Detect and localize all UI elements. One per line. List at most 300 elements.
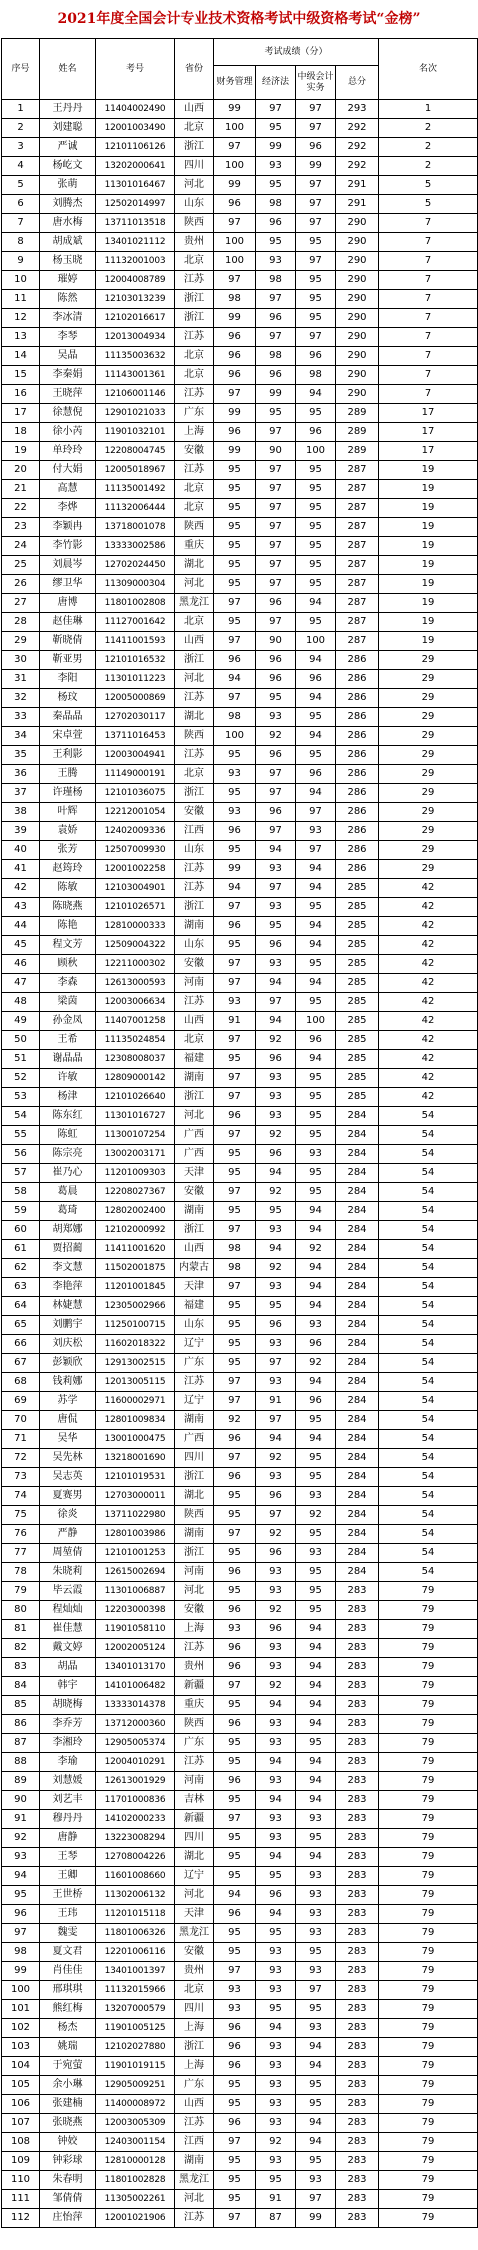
cell-rank: 5 — [379, 176, 478, 195]
cell-name: 谢晶晶 — [40, 1050, 96, 1069]
cell-rank: 19 — [379, 575, 478, 594]
cell-id: 11143001361 — [96, 366, 175, 385]
cell-rank: 79 — [379, 2076, 478, 2095]
table-row — [2, 1145, 478, 1164]
cell-seq: 13 — [2, 328, 40, 347]
cell-total: 284 — [336, 1487, 379, 1506]
cell-id: 12308008037 — [96, 1050, 175, 1069]
cell-name: 李冰清 — [40, 309, 96, 328]
cell-id: 11127001642 — [96, 613, 175, 632]
cell-financial-management: 97 — [214, 1810, 256, 1829]
cell-id: 14101006482 — [96, 1677, 175, 1696]
cell-id: 12101036075 — [96, 784, 175, 803]
cell-total: 290 — [336, 385, 379, 404]
table-row — [2, 1791, 478, 1810]
cell-name: 单玲玲 — [40, 442, 96, 461]
cell-financial-management: 95 — [214, 1506, 256, 1525]
cell-intermediate-accounting: 92 — [296, 1240, 336, 1259]
cell-economic-law: 94 — [256, 2019, 296, 2038]
cell-intermediate-accounting: 100 — [296, 632, 336, 651]
cell-financial-management: 96 — [214, 2057, 256, 2076]
cell-total: 284 — [336, 1316, 379, 1335]
cell-rank: 42 — [379, 955, 478, 974]
cell-intermediate-accounting: 95 — [296, 1829, 336, 1848]
cell-intermediate-accounting: 96 — [296, 1031, 336, 1050]
cell-total: 292 — [336, 138, 379, 157]
table-row — [2, 1411, 478, 1430]
cell-financial-management: 95 — [214, 556, 256, 575]
cell-id: 13711013518 — [96, 214, 175, 233]
cell-economic-law: 95 — [256, 119, 296, 138]
cell-seq: 22 — [2, 499, 40, 518]
cell-province: 陕西 — [175, 727, 214, 746]
cell-financial-management: 95 — [214, 1829, 256, 1848]
cell-economic-law: 93 — [256, 1563, 296, 1582]
table-row — [2, 1582, 478, 1601]
cell-name: 杨津 — [40, 1088, 96, 1107]
cell-rank: 79 — [379, 1601, 478, 1620]
cell-total: 283 — [336, 2076, 379, 2095]
cell-financial-management: 95 — [214, 2171, 256, 2190]
cell-financial-management: 95 — [214, 537, 256, 556]
cell-intermediate-accounting: 94 — [296, 1848, 336, 1867]
table-row — [2, 499, 478, 518]
cell-financial-management: 96 — [214, 1468, 256, 1487]
cell-rank: 54 — [379, 1183, 478, 1202]
cell-id: 12013005115 — [96, 1373, 175, 1392]
cell-intermediate-accounting: 99 — [296, 157, 336, 176]
cell-intermediate-accounting: 95 — [296, 537, 336, 556]
cell-province: 浙江 — [175, 651, 214, 670]
cell-province: 广西 — [175, 1430, 214, 1449]
cell-province: 广西 — [175, 1126, 214, 1145]
cell-seq: 10 — [2, 271, 40, 290]
cell-seq: 59 — [2, 1202, 40, 1221]
cell-seq: 95 — [2, 1886, 40, 1905]
cell-id: 11135001492 — [96, 480, 175, 499]
cell-name: 邹倩倩 — [40, 2190, 96, 2209]
cell-economic-law: 90 — [256, 632, 296, 651]
cell-name: 唐侃 — [40, 1411, 96, 1430]
cell-province: 安徽 — [175, 1601, 214, 1620]
cell-total: 284 — [336, 1297, 379, 1316]
cell-rank: 5 — [379, 195, 478, 214]
cell-seq: 110 — [2, 2171, 40, 2190]
cell-total: 290 — [336, 366, 379, 385]
cell-id: 11601008660 — [96, 1867, 175, 1886]
cell-economic-law: 94 — [256, 1430, 296, 1449]
cell-rank: 7 — [379, 271, 478, 290]
cell-id: 11149000191 — [96, 765, 175, 784]
cell-seq: 100 — [2, 1981, 40, 2000]
cell-province: 浙江 — [175, 138, 214, 157]
table-row — [2, 594, 478, 613]
cell-name: 孙金凤 — [40, 1012, 96, 1031]
cell-province: 安徽 — [175, 1943, 214, 1962]
cell-intermediate-accounting: 97 — [296, 195, 336, 214]
cell-rank: 19 — [379, 499, 478, 518]
cell-intermediate-accounting: 100 — [296, 442, 336, 461]
cell-rank: 29 — [379, 765, 478, 784]
cell-seq: 63 — [2, 1278, 40, 1297]
cell-id: 12509004322 — [96, 936, 175, 955]
cell-seq: 4 — [2, 157, 40, 176]
cell-name: 王卿 — [40, 1867, 96, 1886]
cell-name: 许瑾杨 — [40, 784, 96, 803]
cell-name: 陈然 — [40, 290, 96, 309]
cell-total: 287 — [336, 461, 379, 480]
cell-rank: 54 — [379, 1107, 478, 1126]
table-row — [2, 1202, 478, 1221]
cell-total: 284 — [336, 1164, 379, 1183]
cell-financial-management: 97 — [214, 1126, 256, 1145]
cell-name: 王世桥 — [40, 1886, 96, 1905]
cell-seq: 53 — [2, 1088, 40, 1107]
table-row — [2, 1677, 478, 1696]
cell-id: 13401001397 — [96, 1962, 175, 1981]
cell-financial-management: 96 — [214, 917, 256, 936]
cell-id: 12101001253 — [96, 1544, 175, 1563]
cell-province: 安徽 — [175, 803, 214, 822]
cell-economic-law: 96 — [256, 936, 296, 955]
cell-name: 夏赛男 — [40, 1487, 96, 1506]
cell-id: 12809000142 — [96, 1069, 175, 1088]
cell-total: 284 — [336, 1563, 379, 1582]
cell-intermediate-accounting: 95 — [296, 1734, 336, 1753]
table-row — [2, 2133, 478, 2152]
cell-seq: 3 — [2, 138, 40, 157]
cell-rank: 79 — [379, 1677, 478, 1696]
cell-intermediate-accounting: 95 — [296, 499, 336, 518]
cell-seq: 109 — [2, 2152, 40, 2171]
cell-name: 叶辉 — [40, 803, 96, 822]
cell-name: 程文芳 — [40, 936, 96, 955]
cell-intermediate-accounting: 93 — [296, 1145, 336, 1164]
cell-rank: 79 — [379, 2133, 478, 2152]
cell-name: 李竹影 — [40, 537, 96, 556]
cell-total: 283 — [336, 2190, 379, 2209]
cell-total: 286 — [336, 765, 379, 784]
cell-total: 284 — [336, 1354, 379, 1373]
cell-id: 12004010291 — [96, 1753, 175, 1772]
cell-rank: 54 — [379, 1240, 478, 1259]
cell-economic-law: 93 — [256, 1943, 296, 1962]
cell-intermediate-accounting: 95 — [296, 708, 336, 727]
cell-seq: 90 — [2, 1791, 40, 1810]
cell-id: 11301011223 — [96, 670, 175, 689]
cell-id: 13711016453 — [96, 727, 175, 746]
cell-province: 湖南 — [175, 917, 214, 936]
cell-province: 北京 — [175, 366, 214, 385]
cell-name: 韩宇 — [40, 1677, 96, 1696]
cell-intermediate-accounting: 94 — [296, 1373, 336, 1392]
cell-intermediate-accounting: 95 — [296, 1164, 336, 1183]
cell-financial-management: 93 — [214, 1620, 256, 1639]
cell-province: 陕西 — [175, 214, 214, 233]
cell-financial-management: 92 — [214, 1411, 256, 1430]
cell-id: 12003006634 — [96, 993, 175, 1012]
cell-intermediate-accounting: 94 — [296, 936, 336, 955]
cell-intermediate-accounting: 95 — [296, 290, 336, 309]
cell-economic-law: 97 — [256, 1411, 296, 1430]
table-row — [2, 2076, 478, 2095]
cell-intermediate-accounting: 94 — [296, 1677, 336, 1696]
table-row — [2, 708, 478, 727]
cell-name: 梁茵 — [40, 993, 96, 1012]
cell-province: 广西 — [175, 1145, 214, 1164]
cell-intermediate-accounting: 96 — [296, 423, 336, 442]
cell-name: 魏雯 — [40, 1924, 96, 1943]
cell-rank: 79 — [379, 1981, 478, 2000]
cell-total: 283 — [336, 1810, 379, 1829]
cell-economic-law: 94 — [256, 1240, 296, 1259]
cell-total: 283 — [336, 1753, 379, 1772]
cell-financial-management: 97 — [214, 1449, 256, 1468]
cell-seq: 86 — [2, 1715, 40, 1734]
table-row — [2, 1183, 478, 1202]
cell-financial-management: 97 — [214, 955, 256, 974]
cell-economic-law: 92 — [256, 1126, 296, 1145]
cell-financial-management: 95 — [214, 1164, 256, 1183]
cell-id: 12001003490 — [96, 119, 175, 138]
cell-id: 12102027880 — [96, 2038, 175, 2057]
cell-intermediate-accounting: 94 — [296, 2114, 336, 2133]
cell-intermediate-accounting: 94 — [296, 689, 336, 708]
cell-province: 北京 — [175, 119, 214, 138]
cell-financial-management: 96 — [214, 651, 256, 670]
cell-name: 吴志英 — [40, 1468, 96, 1487]
cell-name: 杨玟 — [40, 689, 96, 708]
cell-rank: 54 — [379, 1297, 478, 1316]
cell-economic-law: 97 — [256, 822, 296, 841]
cell-total: 284 — [336, 1278, 379, 1297]
cell-economic-law: 96 — [256, 1544, 296, 1563]
cell-rank: 29 — [379, 651, 478, 670]
cell-economic-law: 95 — [256, 1202, 296, 1221]
cell-rank: 79 — [379, 2190, 478, 2209]
cell-rank: 79 — [379, 2095, 478, 2114]
cell-economic-law: 93 — [256, 2076, 296, 2095]
cell-total: 287 — [336, 594, 379, 613]
cell-economic-law: 93 — [256, 1715, 296, 1734]
table-row — [2, 2038, 478, 2057]
cell-seq: 52 — [2, 1069, 40, 1088]
cell-province: 湖南 — [175, 1411, 214, 1430]
cell-id: 13202000641 — [96, 157, 175, 176]
cell-seq: 36 — [2, 765, 40, 784]
cell-economic-law: 95 — [256, 2000, 296, 2019]
cell-name: 彭颖欣 — [40, 1354, 96, 1373]
cell-economic-law: 93 — [256, 1107, 296, 1126]
table-row — [2, 442, 478, 461]
cell-total: 290 — [336, 233, 379, 252]
cell-economic-law: 97 — [256, 290, 296, 309]
table-row — [2, 2209, 478, 2228]
table-row — [2, 651, 478, 670]
cell-rank: 19 — [379, 613, 478, 632]
cell-province: 江苏 — [175, 1753, 214, 1772]
cell-economic-law: 96 — [256, 309, 296, 328]
cell-economic-law: 97 — [256, 765, 296, 784]
cell-seq: 23 — [2, 518, 40, 537]
cell-seq: 54 — [2, 1107, 40, 1126]
cell-id: 12102000992 — [96, 1221, 175, 1240]
cell-id: 11300107254 — [96, 1126, 175, 1145]
table-row — [2, 2171, 478, 2190]
cell-intermediate-accounting: 94 — [296, 2038, 336, 2057]
table-row — [2, 480, 478, 499]
cell-rank: 29 — [379, 746, 478, 765]
cell-economic-law: 97 — [256, 879, 296, 898]
cell-rank: 79 — [379, 2209, 478, 2228]
cell-financial-management: 98 — [214, 1259, 256, 1278]
cell-seq: 93 — [2, 1848, 40, 1867]
cell-financial-management: 95 — [214, 1487, 256, 1506]
table-row — [2, 670, 478, 689]
cell-intermediate-accounting: 95 — [296, 271, 336, 290]
table-row — [2, 1506, 478, 1525]
cell-economic-law: 93 — [256, 1582, 296, 1601]
cell-rank: 79 — [379, 2038, 478, 2057]
cell-province: 湖南 — [175, 2152, 214, 2171]
cell-name: 朱晓莉 — [40, 1563, 96, 1582]
cell-name: 陈宗亮 — [40, 1145, 96, 1164]
cell-intermediate-accounting: 95 — [296, 993, 336, 1012]
cell-seq: 33 — [2, 708, 40, 727]
cell-seq: 2 — [2, 119, 40, 138]
cell-economic-law: 97 — [256, 461, 296, 480]
cell-financial-management: 95 — [214, 480, 256, 499]
cell-rank: 54 — [379, 1316, 478, 1335]
cell-economic-law: 97 — [256, 556, 296, 575]
cell-financial-management: 95 — [214, 2095, 256, 2114]
cell-financial-management: 100 — [214, 252, 256, 271]
cell-name: 钟彩球 — [40, 2152, 96, 2171]
cell-rank: 29 — [379, 860, 478, 879]
cell-province: 吉林 — [175, 1791, 214, 1810]
cell-total: 283 — [336, 2209, 379, 2228]
cell-rank: 42 — [379, 974, 478, 993]
cell-total: 283 — [336, 1943, 379, 1962]
cell-financial-management: 99 — [214, 404, 256, 423]
table-row — [2, 917, 478, 936]
table-row — [2, 1449, 478, 1468]
cell-intermediate-accounting: 94 — [296, 974, 336, 993]
cell-intermediate-accounting: 99 — [296, 2209, 336, 2228]
cell-intermediate-accounting: 97 — [296, 100, 336, 119]
table-row — [2, 1278, 478, 1297]
cell-province: 河北 — [175, 670, 214, 689]
cell-total: 286 — [336, 689, 379, 708]
table-row — [2, 1810, 478, 1829]
cell-name: 崔乃心 — [40, 1164, 96, 1183]
cell-financial-management: 97 — [214, 1088, 256, 1107]
cell-financial-management: 95 — [214, 1943, 256, 1962]
cell-rank: 79 — [379, 1962, 478, 1981]
cell-intermediate-accounting: 95 — [296, 404, 336, 423]
cell-economic-law: 91 — [256, 1392, 296, 1411]
cell-intermediate-accounting: 94 — [296, 1202, 336, 1221]
cell-seq: 35 — [2, 746, 40, 765]
cell-economic-law: 96 — [256, 1050, 296, 1069]
table-row — [2, 632, 478, 651]
cell-rank: 79 — [379, 2171, 478, 2190]
cell-financial-management: 96 — [214, 1658, 256, 1677]
cell-total: 283 — [336, 2000, 379, 2019]
cell-financial-management: 97 — [214, 898, 256, 917]
cell-financial-management: 96 — [214, 366, 256, 385]
cell-total: 290 — [336, 290, 379, 309]
cell-name: 胡晓梅 — [40, 1696, 96, 1715]
cell-intermediate-accounting: 94 — [296, 1259, 336, 1278]
cell-total: 283 — [336, 1867, 379, 1886]
cell-intermediate-accounting: 94 — [296, 1430, 336, 1449]
cell-seq: 69 — [2, 1392, 40, 1411]
cell-province: 山西 — [175, 100, 214, 119]
cell-total: 284 — [336, 1107, 379, 1126]
cell-total: 284 — [336, 1468, 379, 1487]
cell-economic-law: 97 — [256, 499, 296, 518]
cell-financial-management: 96 — [214, 1601, 256, 1620]
cell-intermediate-accounting: 94 — [296, 1278, 336, 1297]
cell-economic-law: 96 — [256, 746, 296, 765]
cell-financial-management: 97 — [214, 138, 256, 157]
cell-name: 贾招蔺 — [40, 1240, 96, 1259]
cell-seq: 26 — [2, 575, 40, 594]
cell-id: 12615002694 — [96, 1563, 175, 1582]
header-province: 省份 — [175, 39, 214, 100]
table-row — [2, 1392, 478, 1411]
cell-intermediate-accounting: 96 — [296, 1335, 336, 1354]
cell-seq: 7 — [2, 214, 40, 233]
cell-id: 12002005124 — [96, 1639, 175, 1658]
cell-seq: 41 — [2, 860, 40, 879]
cell-intermediate-accounting: 97 — [296, 803, 336, 822]
cell-id: 12201006116 — [96, 1943, 175, 1962]
cell-rank: 29 — [379, 784, 478, 803]
cell-id: 12502014997 — [96, 195, 175, 214]
cell-rank: 7 — [379, 328, 478, 347]
table-row — [2, 385, 478, 404]
cell-economic-law: 93 — [256, 1069, 296, 1088]
cell-total: 283 — [336, 2133, 379, 2152]
cell-seq: 89 — [2, 1772, 40, 1791]
rankings-table — [1, 38, 478, 2228]
cell-province: 河北 — [175, 1107, 214, 1126]
cell-total: 284 — [336, 1145, 379, 1164]
cell-economic-law: 96 — [256, 1487, 296, 1506]
cell-province: 陕西 — [175, 1715, 214, 1734]
cell-province: 湖北 — [175, 556, 214, 575]
cell-rank: 54 — [379, 1468, 478, 1487]
cell-economic-law: 92 — [256, 1525, 296, 1544]
cell-province: 陕西 — [175, 518, 214, 537]
cell-name: 吴晶 — [40, 347, 96, 366]
cell-rank: 19 — [379, 594, 478, 613]
table-row — [2, 1962, 478, 1981]
cell-id: 11250100715 — [96, 1316, 175, 1335]
cell-rank: 7 — [379, 347, 478, 366]
cell-name: 张建楠 — [40, 2095, 96, 2114]
cell-province: 浙江 — [175, 1088, 214, 1107]
table-row — [2, 1012, 478, 1031]
cell-id: 11305002261 — [96, 2190, 175, 2209]
table-row — [2, 803, 478, 822]
cell-economic-law: 97 — [256, 575, 296, 594]
cell-total: 284 — [336, 1430, 379, 1449]
cell-economic-law: 96 — [256, 803, 296, 822]
cell-province: 河北 — [175, 575, 214, 594]
